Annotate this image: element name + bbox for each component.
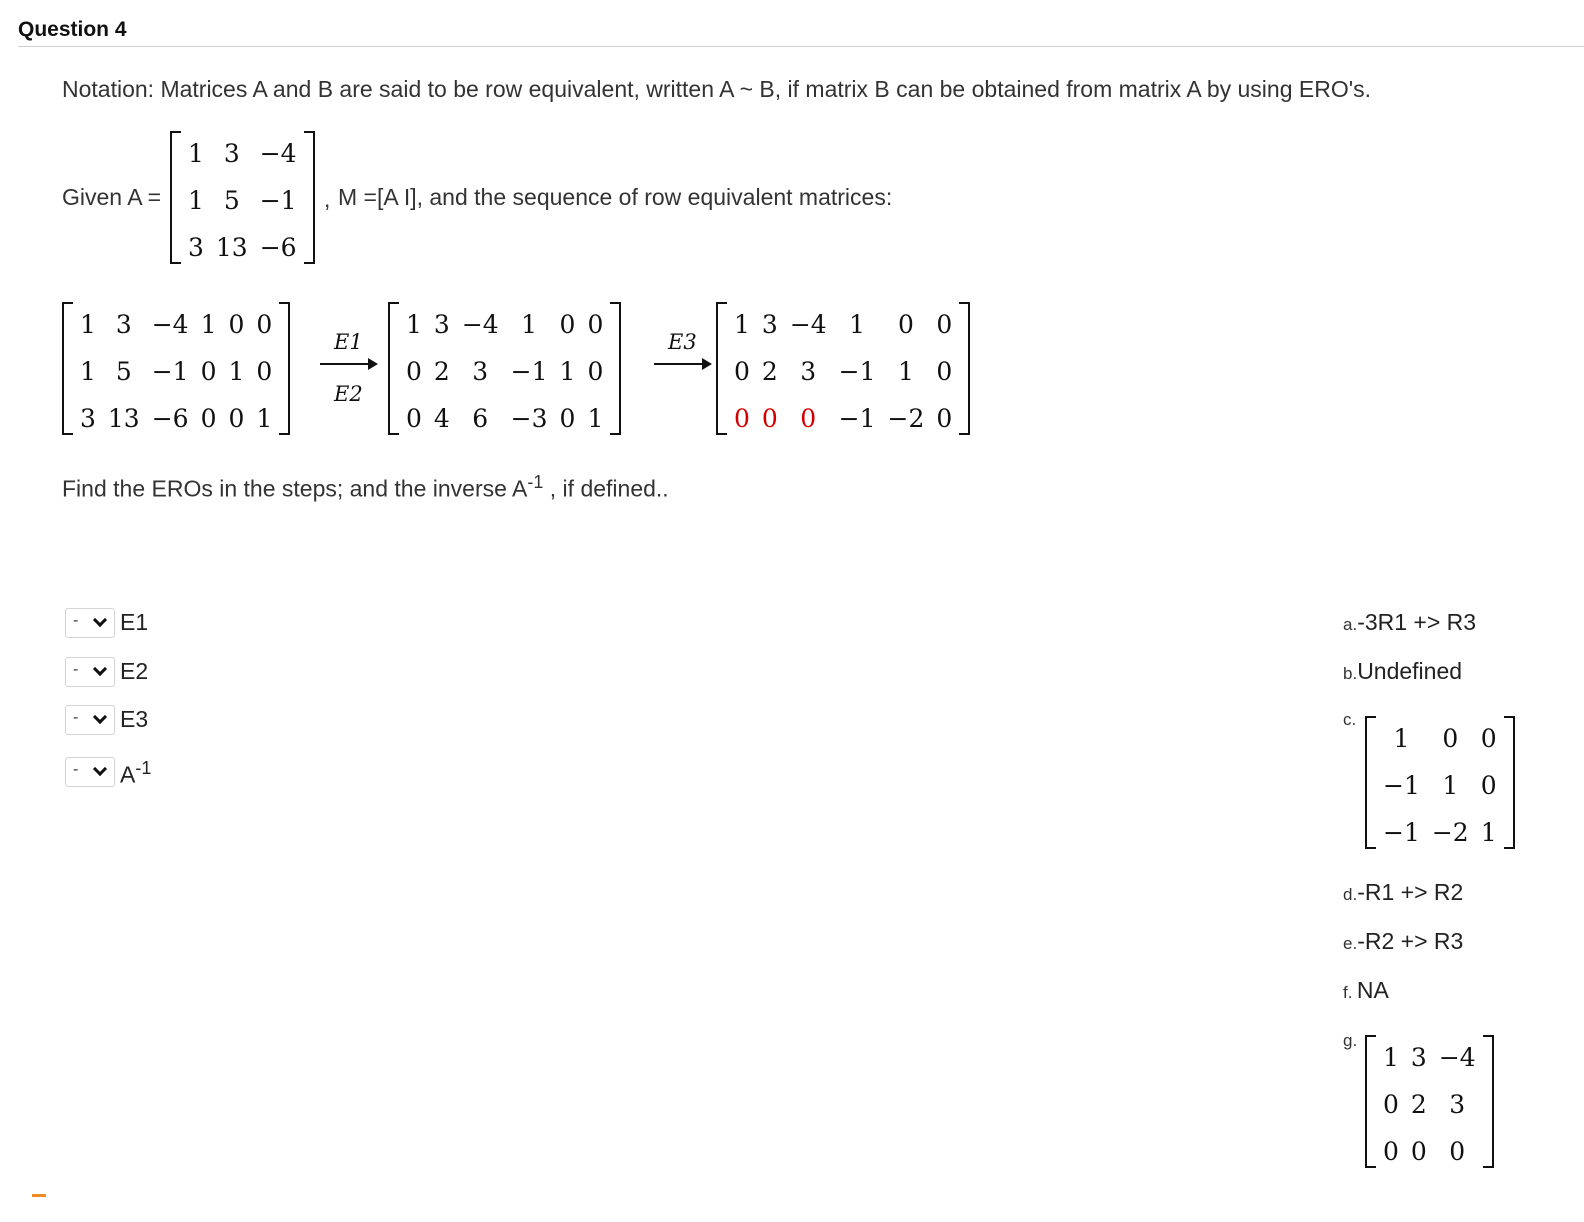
cell: −2 (887, 403, 925, 433)
chevron-down-icon (93, 613, 107, 627)
cell: −3 (510, 403, 548, 433)
cell: −1 (1383, 817, 1420, 847)
select-value: - (73, 709, 79, 726)
bottom-accent-mark (32, 1194, 46, 1197)
cell: 1 (849, 309, 866, 339)
cell: 0 (1410, 1136, 1427, 1166)
select-e3-label: E3 (120, 706, 149, 732)
question-title: Question 4 (18, 18, 127, 41)
cell: 0 (1449, 1136, 1466, 1166)
cell: −1 (151, 356, 189, 386)
cell: 2 (433, 356, 450, 386)
arrow-1 (320, 363, 376, 365)
cell: 0 (228, 309, 245, 339)
cell: −4 (1438, 1042, 1476, 1072)
cell: −6 (259, 232, 297, 262)
cell: −1 (838, 356, 876, 386)
cell: 0 (200, 356, 217, 386)
cell: 0 (587, 356, 604, 386)
cell: 0 (256, 309, 273, 339)
cell: 5 (115, 356, 132, 386)
select-a-inverse-label (120, 758, 151, 789)
select-a-inverse[interactable] (65, 757, 115, 787)
arrow-1-top-label: E1 (334, 330, 363, 354)
cell-highlighted: 0 (800, 403, 817, 433)
cell: −4 (461, 309, 499, 339)
cell: 0 (1480, 723, 1497, 753)
matrix-a (170, 131, 315, 264)
select-value: - (73, 761, 79, 778)
cell: 0 (200, 403, 217, 433)
cell: 3 (800, 356, 817, 386)
cell: 5 (223, 185, 240, 215)
option-c-matrix (1365, 716, 1515, 849)
matrix-a-table (182, 131, 303, 269)
cell: 0 (228, 403, 245, 433)
cell: 3 (223, 138, 240, 168)
cell: 13 (107, 403, 140, 433)
cell: 0 (559, 309, 576, 339)
cell: 0 (1383, 1089, 1399, 1119)
cell: 0 (256, 356, 273, 386)
option-c-letter: c. (1343, 710, 1357, 729)
select-e1-label: E1 (120, 609, 149, 635)
cell: 3 (1410, 1042, 1427, 1072)
arrow-2-top-label: E3 (668, 330, 697, 354)
given-prefix: Given A = (62, 184, 162, 210)
option-text: -R2 +> R3 (1357, 928, 1464, 954)
cell: 0 (406, 403, 422, 433)
cell: 0 (1442, 723, 1459, 753)
cell: 3 (1449, 1089, 1466, 1119)
option-a (1343, 609, 1476, 636)
cell: 3 (115, 309, 132, 339)
option-d (1343, 879, 1463, 906)
cell: −1 (838, 403, 876, 433)
chevron-down-icon (93, 762, 107, 776)
option-g-letter: g. (1343, 1031, 1358, 1050)
cell: 0 (1480, 770, 1497, 800)
given-suffix: M =[A I], and the sequence of row equivalent matrices: (338, 184, 893, 210)
notation-text: Notation: Matrices A and B are said to be row equivalent, written A ~ B, if matrix B can be obtained from matrix A by using ERO's. (62, 76, 1372, 102)
cell: 0 (1383, 1136, 1399, 1166)
option-f (1343, 977, 1389, 1004)
cell: 0 (559, 403, 576, 433)
option-letter: a. (1343, 615, 1358, 634)
cell-highlighted: 0 (761, 403, 778, 433)
cell: −2 (1431, 817, 1469, 847)
select-e1[interactable] (65, 608, 115, 638)
select-e2-label: E2 (120, 658, 149, 684)
sequence-matrix-2 (388, 302, 621, 435)
select-value: - (73, 661, 79, 678)
cell: 0 (936, 356, 953, 386)
cell: 1 (521, 309, 538, 339)
option-c-matrix-table (1377, 716, 1503, 854)
option-letter: f. (1343, 983, 1353, 1002)
cell: 0 (936, 403, 953, 433)
cell: 13 (215, 232, 248, 262)
option-b (1343, 658, 1462, 685)
cell: 1 (80, 309, 96, 339)
cell: 1 (406, 309, 422, 339)
cell: 1 (256, 403, 273, 433)
cell: 1 (1442, 770, 1459, 800)
cell: 3 (472, 356, 489, 386)
option-letter: d. (1343, 885, 1358, 904)
label-sup: -1 (135, 758, 152, 778)
cell: 1 (559, 356, 576, 386)
cell: 2 (761, 356, 778, 386)
cell: 1 (188, 138, 204, 168)
cell: −4 (789, 309, 827, 339)
cell: 3 (761, 309, 778, 339)
cell: 1 (587, 403, 604, 433)
cell: −1 (1383, 770, 1420, 800)
option-text: -R1 +> R2 (1357, 879, 1464, 905)
title-divider (18, 46, 1584, 47)
cell-highlighted: 0 (734, 403, 750, 433)
cell: 6 (472, 403, 489, 433)
cell: 1 (734, 309, 750, 339)
cell: 3 (188, 232, 204, 262)
cell: 1 (898, 356, 914, 386)
sequence-matrix-3 (716, 302, 970, 435)
cell: 0 (734, 356, 750, 386)
sequence-matrix-1-table (74, 302, 278, 440)
option-text: -3R1 +> R3 (1357, 609, 1477, 635)
cell: 1 (80, 356, 96, 386)
cell: 3 (433, 309, 450, 339)
sequence-matrix-3-table (728, 302, 958, 440)
sequence-matrix-2-table (400, 302, 609, 440)
chevron-down-icon (93, 710, 107, 724)
option-text: NA (1356, 977, 1389, 1003)
cell: 0 (898, 309, 914, 339)
arrow-2 (654, 363, 710, 365)
cell: 0 (406, 356, 422, 386)
option-letter: b. (1343, 664, 1358, 683)
cell: −4 (259, 138, 297, 168)
cell: 0 (936, 309, 953, 339)
cell: −1 (510, 356, 548, 386)
cell: 1 (228, 356, 245, 386)
cell: 1 (188, 185, 204, 215)
select-e2[interactable] (65, 657, 115, 687)
select-value: - (73, 612, 79, 629)
option-text: Undefined (1357, 658, 1463, 684)
cell: −1 (259, 185, 297, 215)
option-g-matrix-table (1377, 1035, 1482, 1173)
find-text-main: Find the EROs in the steps; and the inverse A (62, 475, 528, 502)
cell: 2 (1410, 1089, 1427, 1119)
cell: −6 (151, 403, 189, 433)
cell: 4 (433, 403, 450, 433)
sequence-matrix-1 (62, 302, 290, 435)
cell: −4 (151, 309, 189, 339)
given-comma: , (324, 186, 331, 212)
option-g-matrix (1365, 1035, 1494, 1168)
find-text-tail: , if defined.. (543, 475, 669, 502)
chevron-down-icon (93, 662, 107, 676)
cell: 1 (1480, 817, 1497, 847)
option-e (1343, 928, 1463, 955)
find-text-sup: -1 (527, 472, 544, 492)
select-e3[interactable] (65, 705, 115, 735)
cell: 1 (1383, 1042, 1399, 1072)
cell: 1 (1393, 723, 1410, 753)
cell: 3 (80, 403, 96, 433)
arrow-1-bottom-label: E2 (334, 382, 363, 406)
label-main: A (120, 761, 136, 788)
find-text (62, 472, 669, 503)
option-letter: e. (1343, 934, 1358, 953)
cell: 0 (587, 309, 604, 339)
cell: 1 (200, 309, 217, 339)
